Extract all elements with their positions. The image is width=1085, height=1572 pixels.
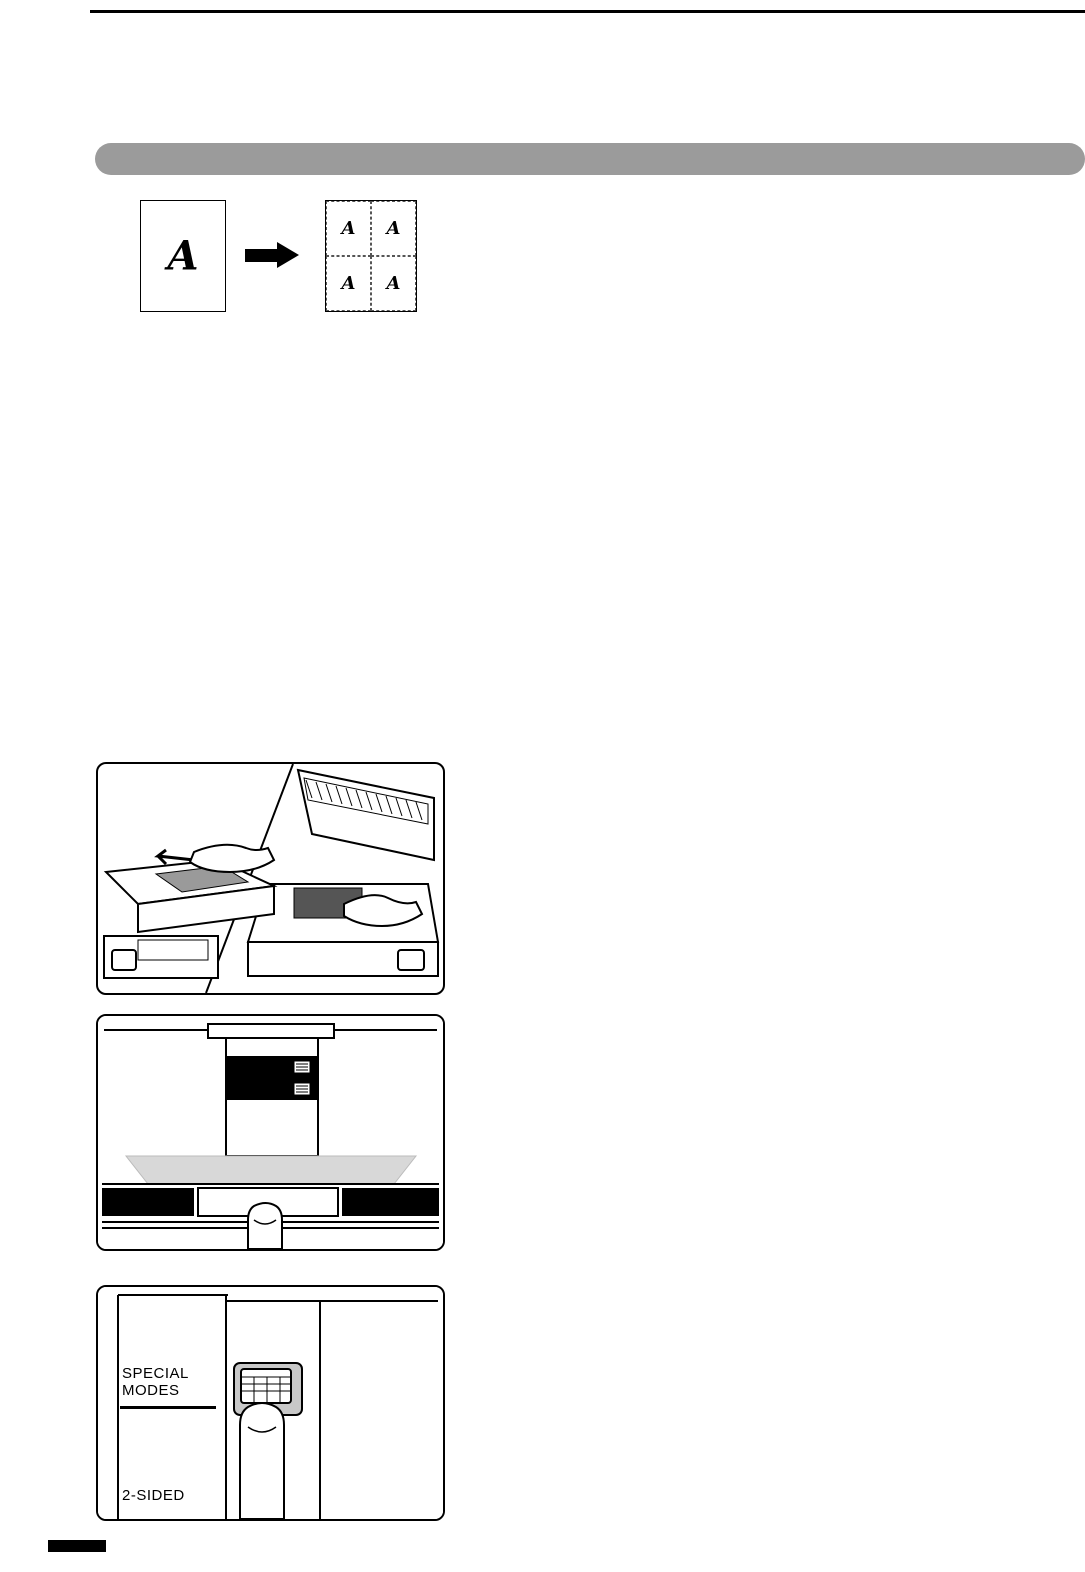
page-marker [48, 1540, 106, 1552]
touch-panel-illustration [98, 1016, 443, 1249]
result-sheet [325, 200, 417, 312]
pattern-illustration [140, 200, 440, 315]
arrow-right-icon [245, 242, 301, 268]
result-cell-glyph: A [341, 273, 356, 294]
special-modes-illustration [98, 1287, 443, 1519]
result-cell-glyph: A [386, 218, 401, 239]
special-modes-underline [120, 1406, 216, 1409]
result-cell-glyph: A [386, 273, 401, 294]
place-original-figure [96, 762, 445, 995]
touch-panel-figure [96, 1014, 445, 1251]
two-sided-label: 2-SIDED [122, 1487, 185, 1504]
original-sheet [140, 200, 226, 312]
special-modes-key-figure [96, 1285, 445, 1521]
result-cell [371, 201, 416, 256]
special-modes-label-line2: MODES [122, 1382, 180, 1399]
section-banner [95, 143, 1085, 175]
original-sheet-glyph: A [167, 232, 199, 280]
special-modes-label-line1: SPECIAL [122, 1365, 189, 1382]
result-cell [371, 256, 416, 311]
result-cell-glyph: A [341, 218, 356, 239]
result-cell [326, 201, 371, 256]
place-original-illustration [98, 764, 443, 993]
header-rule [90, 10, 1085, 13]
result-cell [326, 256, 371, 311]
special-modes-label [122, 1365, 189, 1399]
